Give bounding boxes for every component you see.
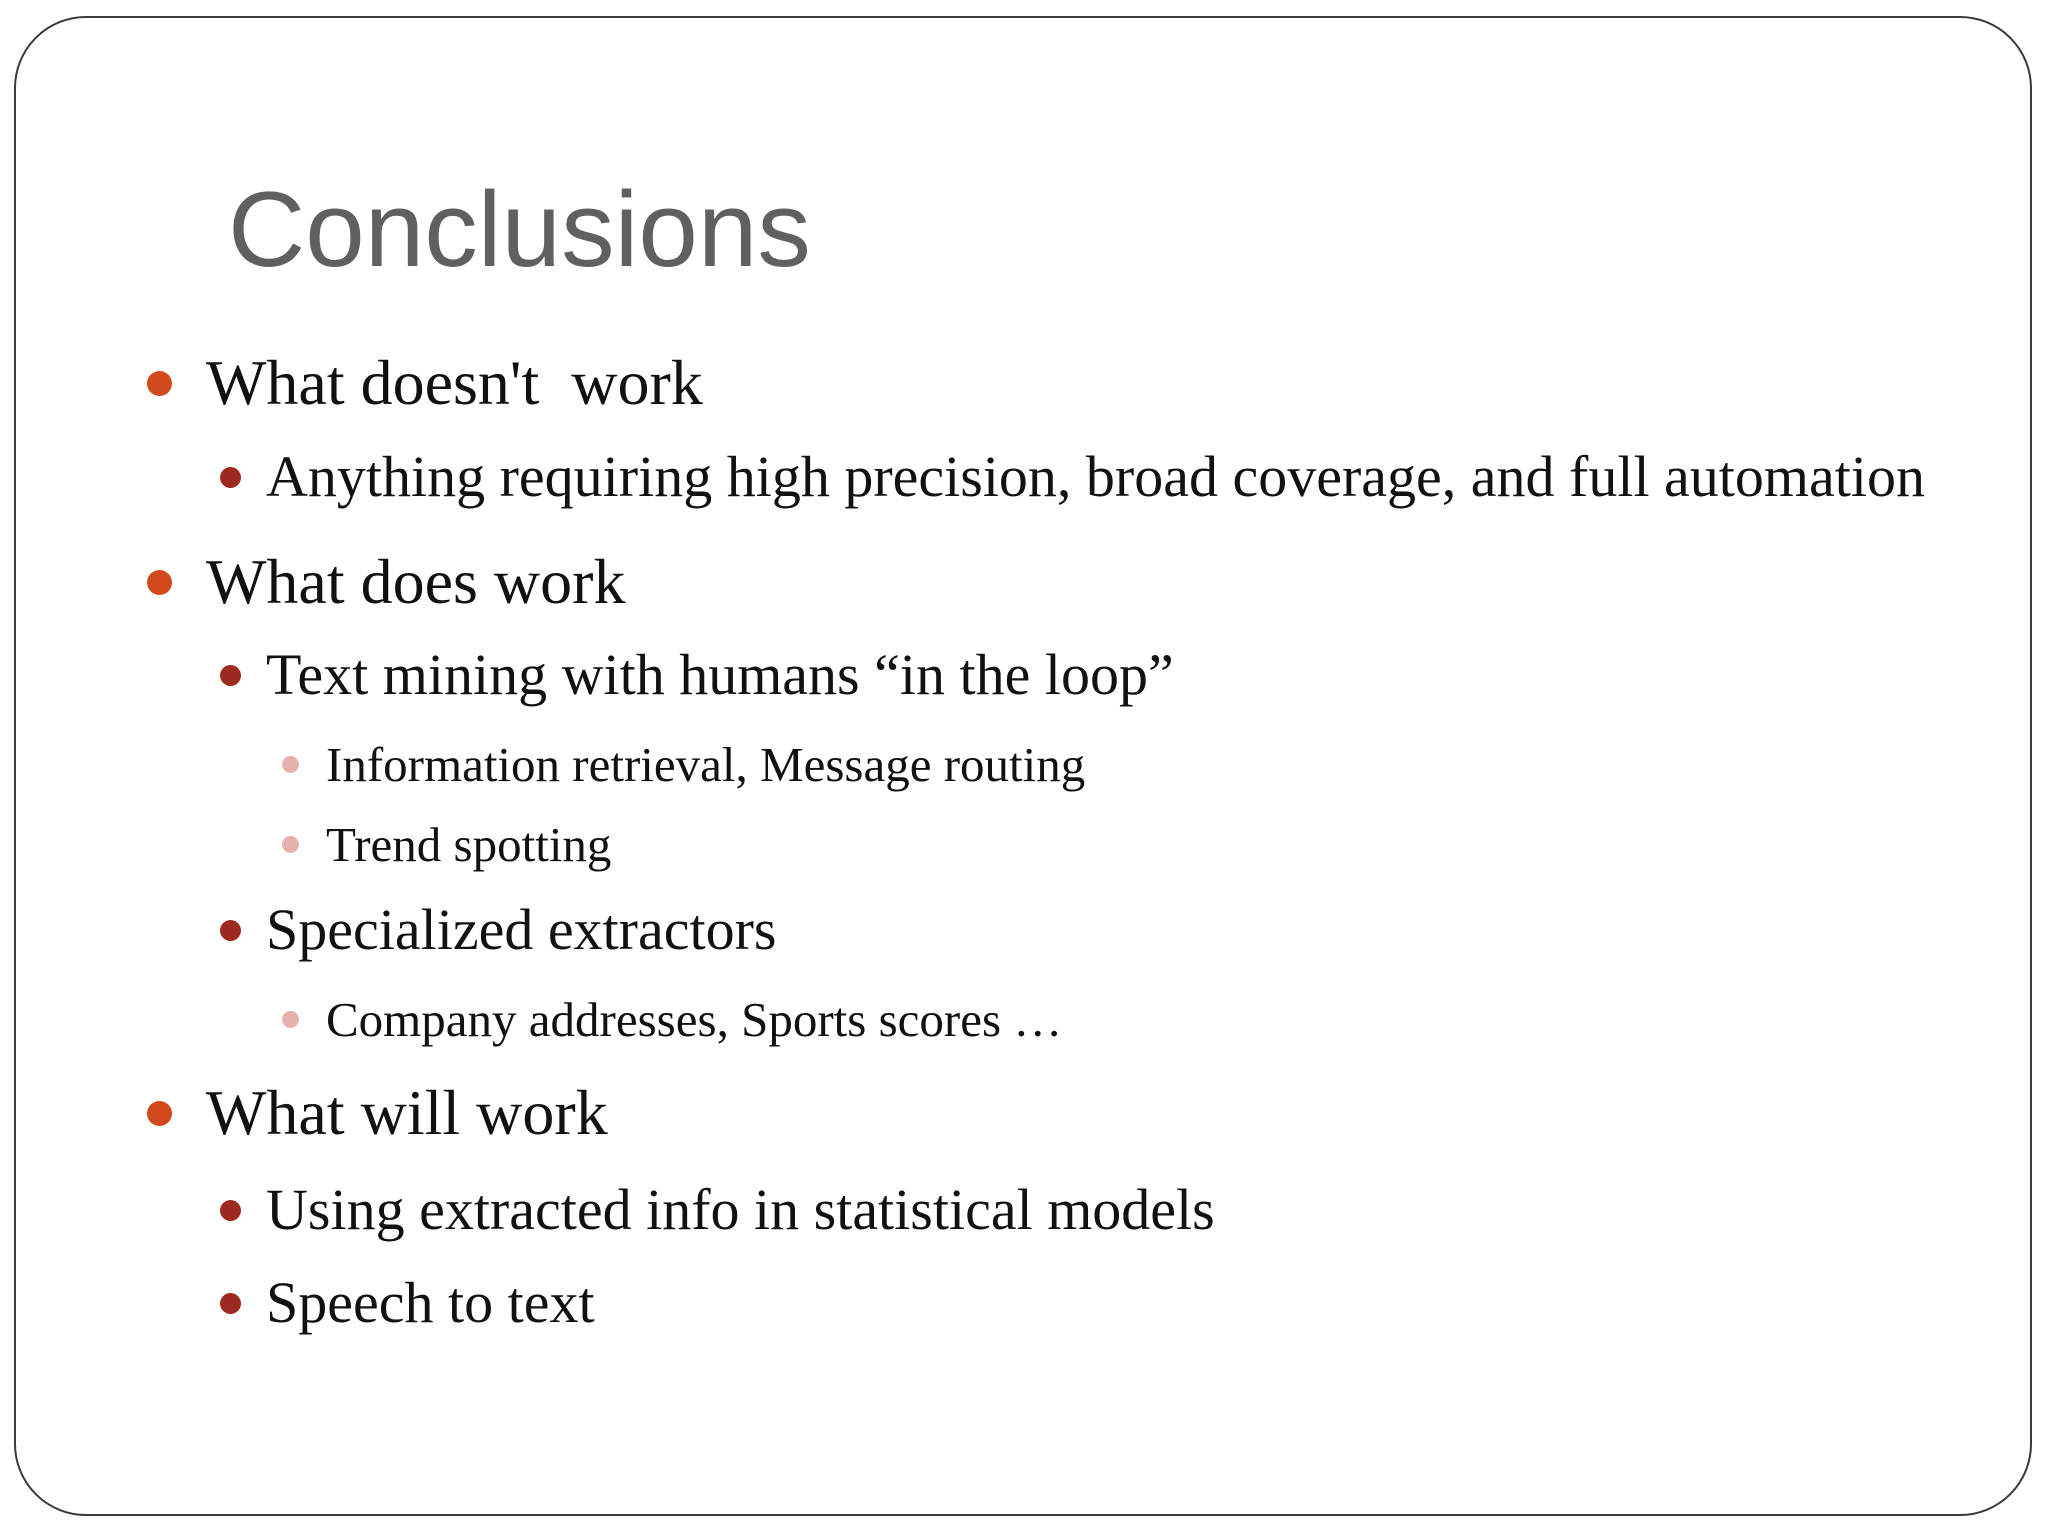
bullet-text: What does work — [206, 546, 626, 617]
bullet-item — [266, 1270, 595, 1335]
bullet-item — [206, 347, 703, 418]
bullet-dot-icon — [220, 920, 241, 941]
bullet-dot-icon — [220, 467, 241, 488]
bullet-item — [206, 1077, 608, 1148]
bullet-text: Company addresses, Sports scores … — [326, 992, 1063, 1047]
bullet-item — [326, 737, 1086, 792]
bullet-dot-icon — [282, 756, 299, 773]
bullet-item — [206, 546, 626, 617]
bullet-item — [266, 897, 777, 962]
bullet-text: Trend spotting — [326, 817, 612, 872]
bullet-dot-icon — [282, 1011, 299, 1028]
bullet-dot-icon — [147, 371, 172, 396]
bullet-text: Speech to text — [266, 1270, 595, 1335]
bullet-item — [326, 817, 612, 872]
bullet-dot-icon — [220, 1293, 241, 1314]
bullet-dot-icon — [220, 665, 241, 686]
bullet-item — [266, 642, 1174, 707]
bullet-item — [266, 444, 1926, 509]
bullet-text: Anything requiring high precision, broad coverage, and full automation — [266, 444, 1926, 509]
bullet-text: Text mining with humans “in the loop” — [266, 642, 1174, 707]
bullet-text: What doesn't work — [206, 347, 703, 418]
bullet-text: Information retrieval, Message routing — [326, 737, 1086, 792]
bullet-text: What will work — [206, 1077, 608, 1148]
bullet-dot-icon — [282, 836, 299, 853]
bullet-dot-icon — [147, 570, 172, 595]
bullet-text: Using extracted info in statistical models — [266, 1177, 1215, 1242]
bullet-item — [326, 992, 1063, 1047]
bullet-text: Specialized extractors — [266, 897, 777, 962]
bullet-dot-icon — [147, 1101, 172, 1126]
bullet-item — [266, 1177, 1215, 1242]
bullet-dot-icon — [220, 1200, 241, 1221]
slide-frame — [14, 16, 2032, 1516]
slide-title: Conclusions — [228, 169, 811, 289]
